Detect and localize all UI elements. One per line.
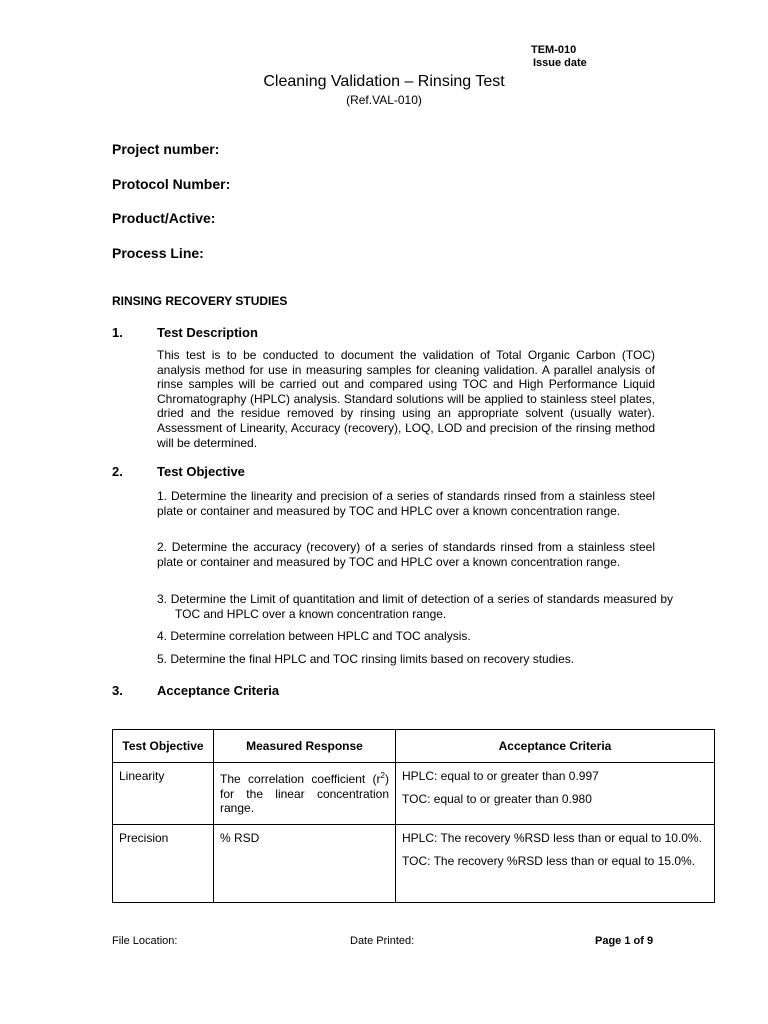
document-title: Cleaning Validation – Rinsing Test bbox=[263, 73, 505, 90]
table-header-row bbox=[113, 730, 715, 763]
protocol-number-label: Protocol Number: bbox=[112, 176, 231, 192]
test-description-text: This test is to be conducted to document the validation of Total Organic Carbon (TOC) analysis method for use in measuring samples for cleaning validation. A parallel analysis of rinse samples will be carried out and compared using TOC and High Performance Liquid Chromatography (HPLC) analysis. Standard solutions will be applied to stainless steel plates, dried and the residue removed by rinsing using an appropriate solvent (usually water). Assessment of Linearity, Accuracy (recovery), LOQ, LOD and precision of the rinsing method will be determined. bbox=[157, 348, 655, 450]
objective-item: 4. Determine correlation between HPLC and TOC analysis. bbox=[157, 629, 471, 643]
cell-criteria bbox=[396, 825, 715, 903]
cell-response bbox=[214, 763, 396, 825]
column-header-acceptance-criteria: Acceptance Criteria bbox=[396, 730, 715, 763]
document-reference: (Ref.VAL-010) bbox=[346, 93, 422, 107]
objective-item: 1. Determine the linearity and precision of a series of standards rinsed from a stainless steel plate or container and measured by TOC and HPLC over a known concentration range. bbox=[157, 489, 655, 518]
footer-page-number: Page 1 of 9 bbox=[595, 935, 654, 947]
cell-response: % RSD bbox=[214, 825, 396, 903]
column-header-test-objective: Test Objective bbox=[113, 730, 214, 763]
issue-date-label: Issue date bbox=[533, 57, 587, 69]
cell-criteria bbox=[396, 763, 715, 825]
section-number: 1. bbox=[112, 325, 123, 340]
objective-item: 3. Determine the Limit of quantitation and limit of detection of a series of standards measured by TOC and HPLC over a known concentration range. bbox=[157, 592, 673, 621]
superscript: 2 bbox=[380, 771, 385, 780]
acceptance-criteria-table bbox=[112, 729, 715, 903]
footer-date-printed: Date Printed: bbox=[350, 935, 415, 947]
criteria-hplc: HPLC: equal to or greater than 0.997 bbox=[402, 769, 599, 783]
section-number: 3. bbox=[112, 683, 123, 698]
criteria-toc: TOC: The recovery %RSD less than or equal to 15.0%. bbox=[402, 853, 696, 868]
project-number-label: Project number: bbox=[112, 141, 220, 157]
table-row bbox=[113, 825, 715, 903]
footer-file-location: File Location: bbox=[112, 935, 178, 947]
process-line-label: Process Line: bbox=[112, 245, 204, 261]
table-row bbox=[113, 763, 715, 825]
section-title: Test Description bbox=[157, 325, 258, 340]
cell-objective: Linearity bbox=[113, 763, 214, 825]
section-title: Test Objective bbox=[157, 464, 245, 479]
studies-heading: RINSING RECOVERY STUDIES bbox=[112, 294, 288, 308]
criteria-hplc: HPLC: The recovery %RSD less than or equal to 10.0%. bbox=[402, 831, 702, 845]
criteria-toc: TOC: equal to or greater than 0.980 bbox=[402, 791, 592, 806]
response-text: The correlation coefficient (r bbox=[220, 772, 381, 786]
document-code: TEM-010 bbox=[531, 44, 577, 56]
section-title: Acceptance Criteria bbox=[157, 683, 280, 698]
section-number: 2. bbox=[112, 464, 123, 479]
document-code-block bbox=[531, 44, 587, 70]
objective-item: 2. Determine the accuracy (recovery) of a series of standards rinsed from a stainless steel plate or container and measured by TOC and HPLC over a known concentration range. bbox=[157, 540, 655, 569]
cell-objective: Precision bbox=[113, 825, 214, 903]
response-text: ) for the linear concentration range. bbox=[220, 772, 389, 815]
column-header-measured-response: Measured Response bbox=[214, 730, 396, 763]
product-active-label: Product/Active: bbox=[112, 210, 216, 226]
objective-item: 5. Determine the final HPLC and TOC rinsing limits based on recovery studies. bbox=[157, 652, 575, 666]
